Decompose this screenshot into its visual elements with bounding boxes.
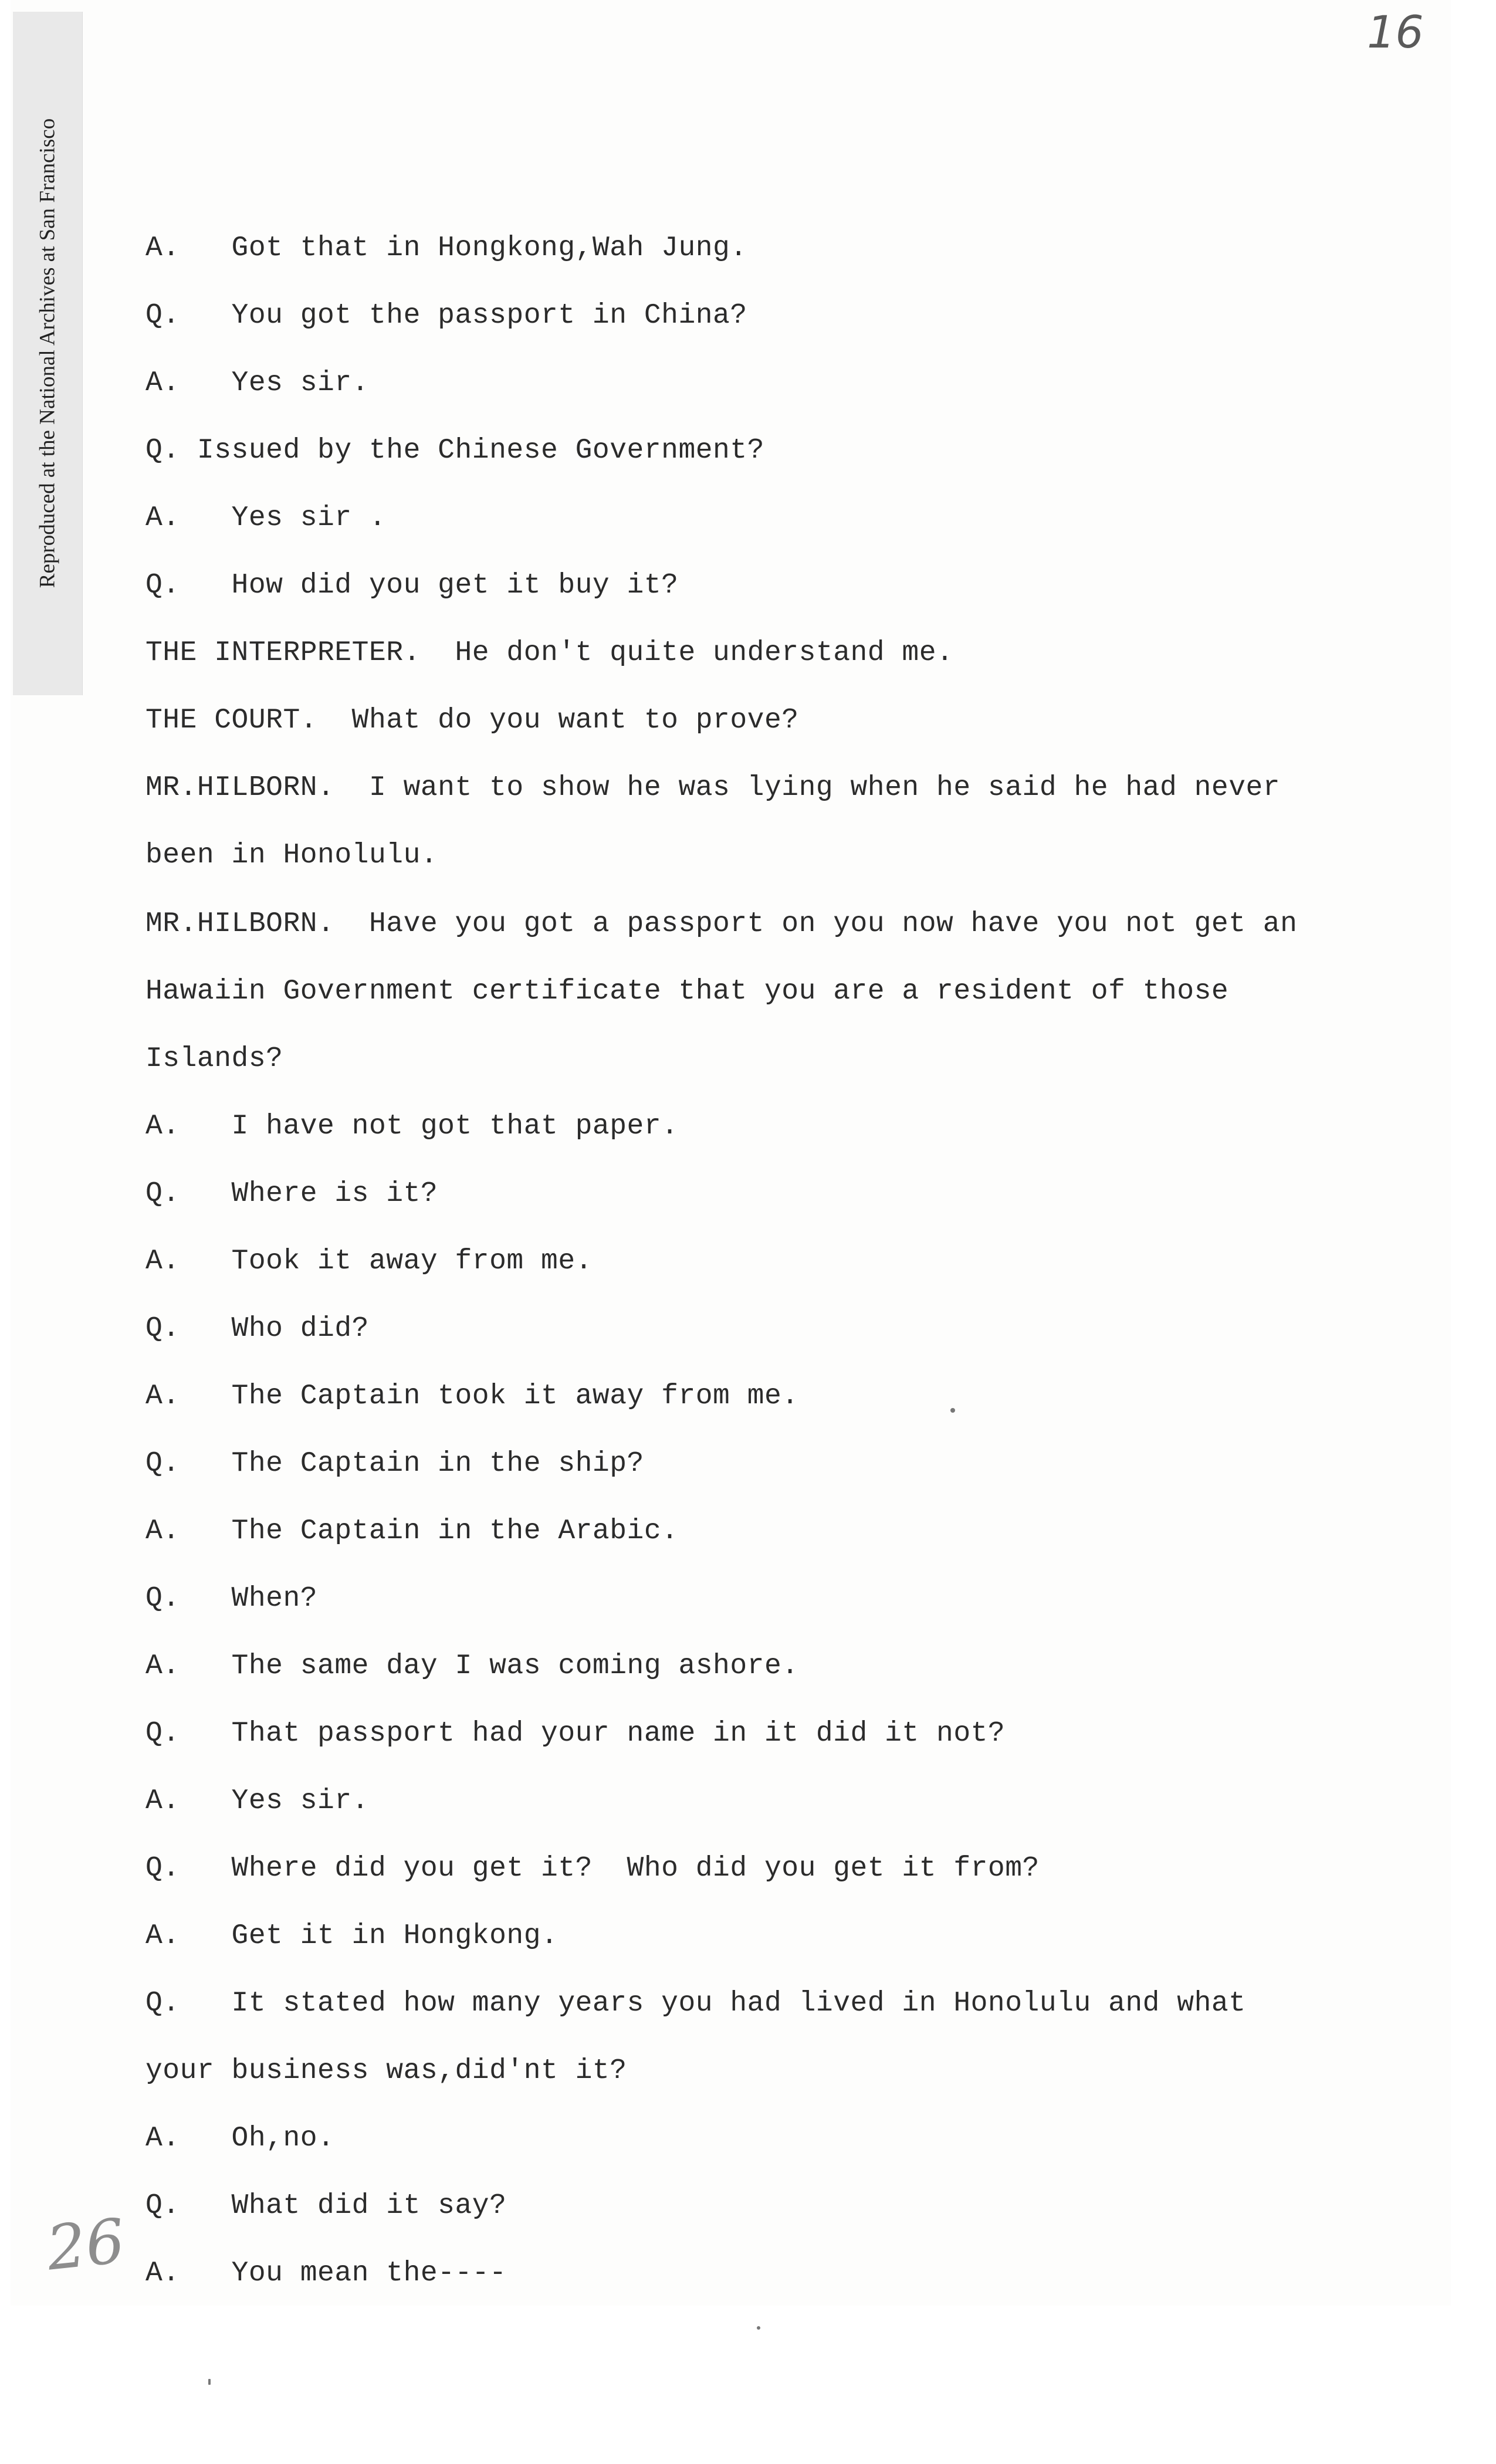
transcript-line: Q. Where is it? xyxy=(145,1178,438,1210)
transcript-line: A. Got that in Hongkong,Wah Jung. xyxy=(145,232,747,264)
paper-speck xyxy=(757,2326,760,2330)
transcript-line: Q. Where did you get it? Who did you get it from? xyxy=(145,1853,1040,1884)
transcript-line: Q. You got the passport in China? xyxy=(145,300,747,331)
transcript-line: A. Oh,no. xyxy=(145,2123,335,2154)
transcript-line: Q. How did you get it buy it? xyxy=(145,570,679,601)
transcript-line: Q. When? xyxy=(145,1583,318,1615)
transcript-line: A. You mean the---- xyxy=(145,2257,507,2289)
transcript-line: your business was,did'nt it? xyxy=(145,2055,627,2087)
transcript-line: Hawaiin Government certificate that you are a resident of those xyxy=(145,976,1229,1007)
transcript-line: MR.HILBORN. I want to show he was lying when he said he had never xyxy=(145,772,1281,804)
archive-stamp-text: Reproduced at the National Archives at San Francisco xyxy=(35,118,60,588)
transcript-line: Q. The Captain in the ship? xyxy=(145,1448,644,1480)
typed-transcript-sheet xyxy=(11,0,1451,2306)
transcript-line: A. Yes sir. xyxy=(145,367,369,399)
transcript-line: Q. That passport had your name in it did it not? xyxy=(145,1718,1006,1749)
transcript-line: Islands? xyxy=(145,1043,283,1075)
transcript-line: Q. Who did? xyxy=(145,1313,369,1345)
transcript-line: A. The Captain in the Arabic. xyxy=(145,1515,679,1547)
transcript-line: Q. What did it say? xyxy=(145,2190,507,2222)
transcript-line: A. The Captain took it away from me. xyxy=(145,1380,799,1412)
transcript-line: THE COURT. What do you want to prove? xyxy=(145,705,799,736)
archive-stamp xyxy=(13,12,83,695)
margin-page-number: 26 xyxy=(43,2205,128,2284)
transcript-line: A. Yes sir . xyxy=(145,502,387,534)
transcript-line: A. I have not got that paper. xyxy=(145,1111,679,1142)
transcript-line: Q. Issued by the Chinese Government? xyxy=(145,435,764,466)
transcript-line: A. Get it in Hongkong. xyxy=(145,1920,559,1952)
paper-speck xyxy=(208,2379,211,2385)
transcript-line: A. Yes sir. xyxy=(145,1785,369,1817)
transcript-line: A. The same day I was coming ashore. xyxy=(145,1650,799,1682)
transcript-line: Q. It stated how many years you had lived in Honolulu and what xyxy=(145,1988,1246,2019)
paper-speck xyxy=(950,1408,955,1413)
transcript-line: A. Took it away from me. xyxy=(145,1245,593,1277)
transcript-line: THE INTERPRETER. He don't quite understand me. xyxy=(145,637,954,669)
transcript-line: been in Honolulu. xyxy=(145,840,438,871)
page-number: 16 xyxy=(1367,6,1424,58)
transcript-line: MR.HILBORN. Have you got a passport on you now have you not get an xyxy=(145,908,1298,940)
